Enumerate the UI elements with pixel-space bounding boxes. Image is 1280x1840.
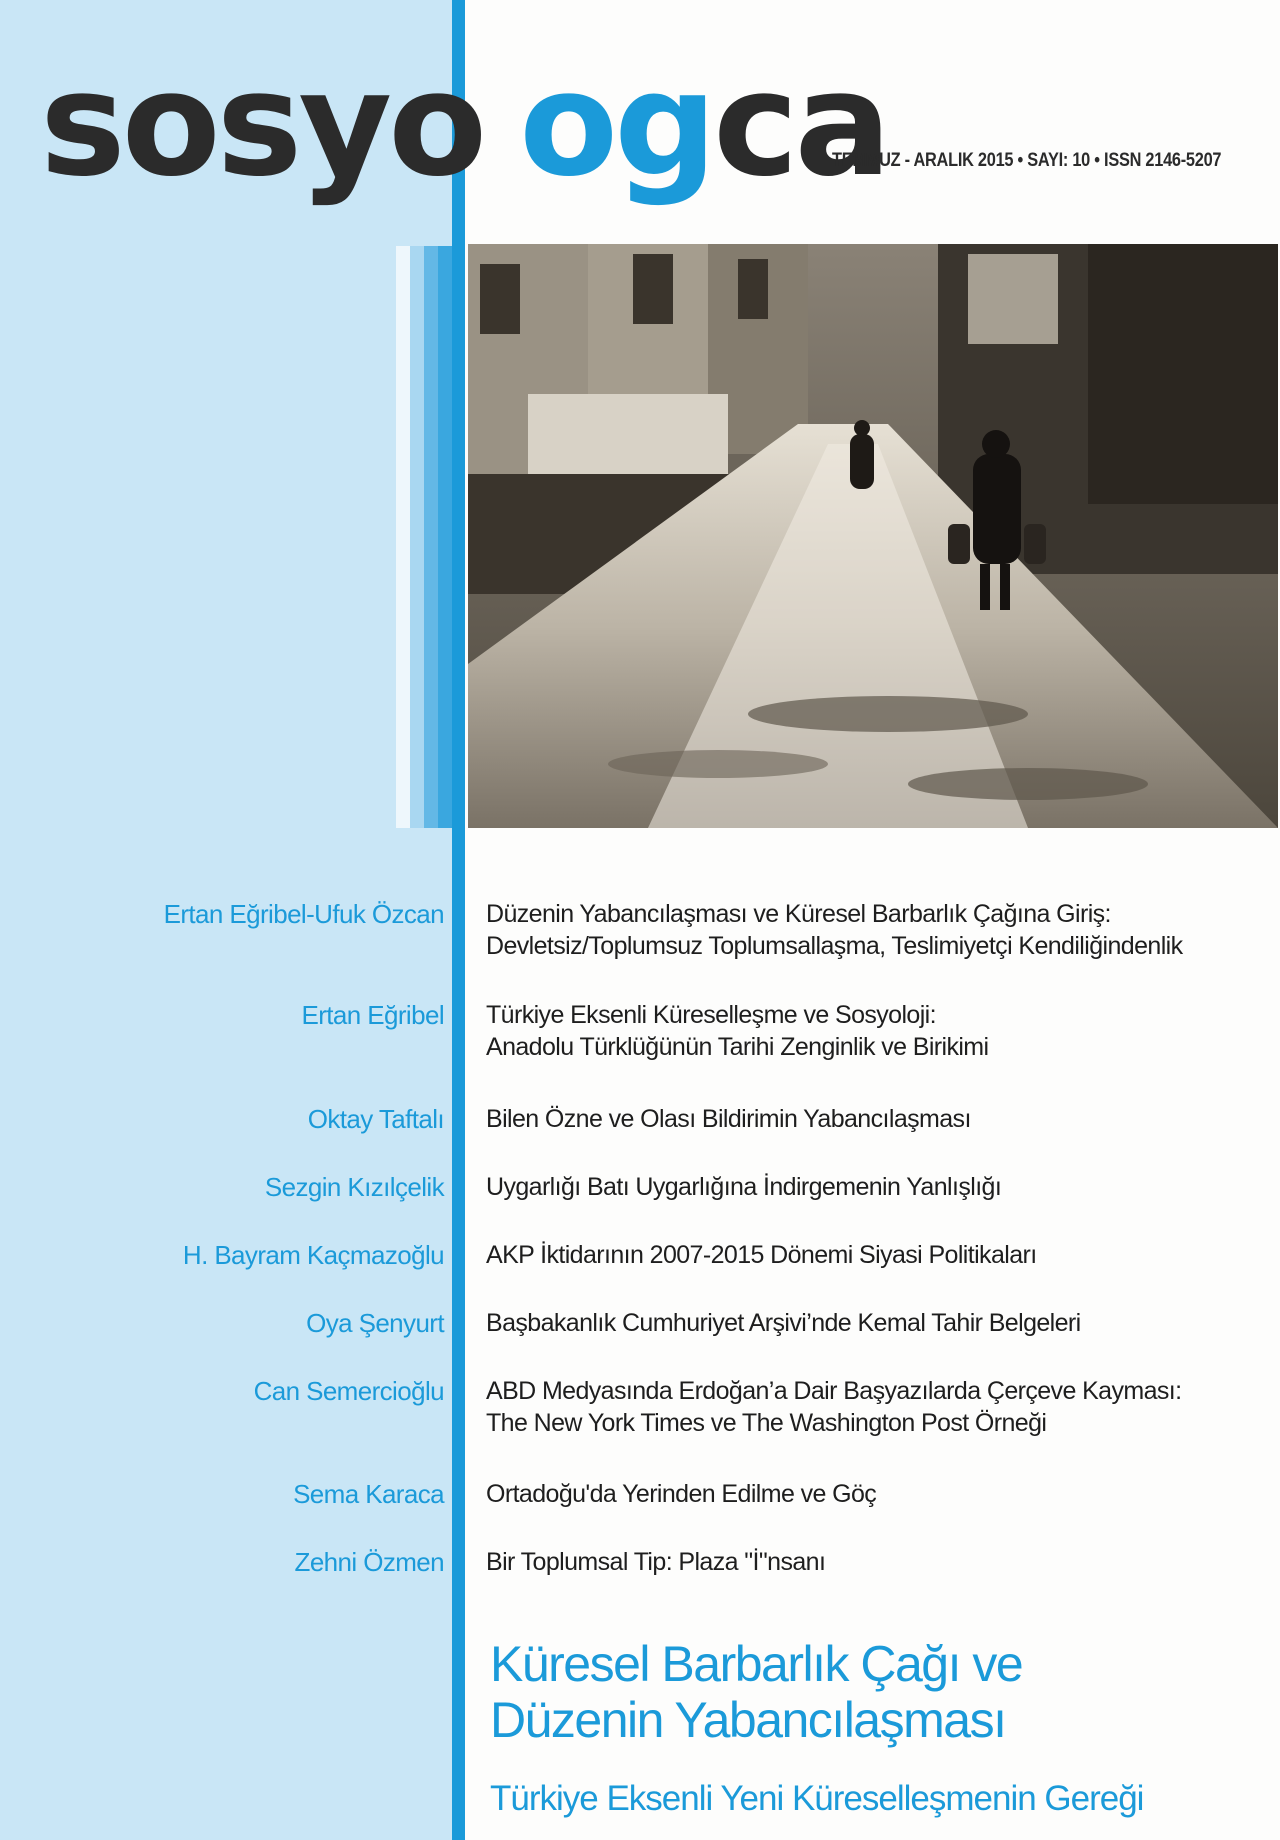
stripe-decoration	[438, 246, 452, 828]
stripe-decoration	[424, 246, 438, 828]
blue-divider-bar	[452, 0, 465, 1840]
winter-street-photo-icon	[468, 244, 1278, 828]
issue-theme-headline: Küresel Barbarlık Çağı ve Düzenin Yabancılaşması	[490, 1636, 1023, 1748]
toc-author: H. Bayram Kaçmazoğlu	[182, 1240, 444, 1270]
logo-part-og: og	[519, 40, 714, 208]
toc-author: Ertan Eğribel-Ufuk Özcan	[163, 899, 444, 929]
toc-article-title: Bir Toplumsal Tip: Plaza "İ"nsanı	[486, 1548, 826, 1576]
stripe-decoration	[410, 246, 424, 828]
toc-article-title: AKP İktidarının 2007-2015 Dönemi Siyasi Politikaları	[486, 1241, 1037, 1269]
toc-article-title: Uygarlığı Batı Uygarlığına İndirgemenin Yanlışlığı	[486, 1173, 1002, 1201]
toc-author: Zehni Özmen	[294, 1547, 444, 1577]
toc-article-title: ABD Medyasında Erdoğan’a Dair Başyazılarda Çerçeve Kayması: The New York Times ve The Washington Post Örneği	[486, 1377, 1182, 1437]
toc-author: Sema Karaca	[293, 1479, 444, 1509]
toc-author: Ertan Eğribel	[301, 1000, 444, 1030]
toc-author: Can Semercioğlu	[253, 1376, 444, 1406]
toc-article-title: Bilen Özne ve Olası Bildirimin Yabancılaşması	[486, 1105, 971, 1133]
logo-part-ca: ca	[713, 40, 888, 208]
issue-info: TEMMUZ - ARALIK 2015 • SAYI: 10 • ISSN 2146-5207	[832, 150, 1222, 171]
logo-part-sosyo: sosyo	[40, 40, 484, 208]
toc-article-title: Ortadoğu'da Yerinden Edilme ve Göç	[486, 1480, 877, 1508]
toc-article-title: Düzenin Yabancılaşması ve Küresel Barbarlık Çağına Giriş: Devletsiz/Toplumsuz Toplumsallaşma, Teslimiyetçi Kendiliğindenlik	[486, 900, 1183, 960]
issue-theme-subheadline: Türkiye Eksenli Yeni Küreselleşmenin Gereği	[490, 1779, 1144, 1818]
stripe-decoration	[396, 246, 410, 828]
toc-author: Oktay Taftalı	[307, 1104, 444, 1134]
journal-logo	[40, 40, 888, 208]
toc-author: Sezgin Kızılçelik	[264, 1172, 444, 1202]
toc-author: Oya Şenyurt	[306, 1308, 444, 1338]
toc-article-title: Başbakanlık Cumhuriyet Arşivi’nde Kemal Tahir Belgeleri	[486, 1309, 1081, 1337]
toc-article-title: Türkiye Eksenli Küreselleşme ve Sosyoloji: Anadolu Türklüğünün Tarihi Zenginlik ve Birikimi	[486, 1001, 989, 1061]
